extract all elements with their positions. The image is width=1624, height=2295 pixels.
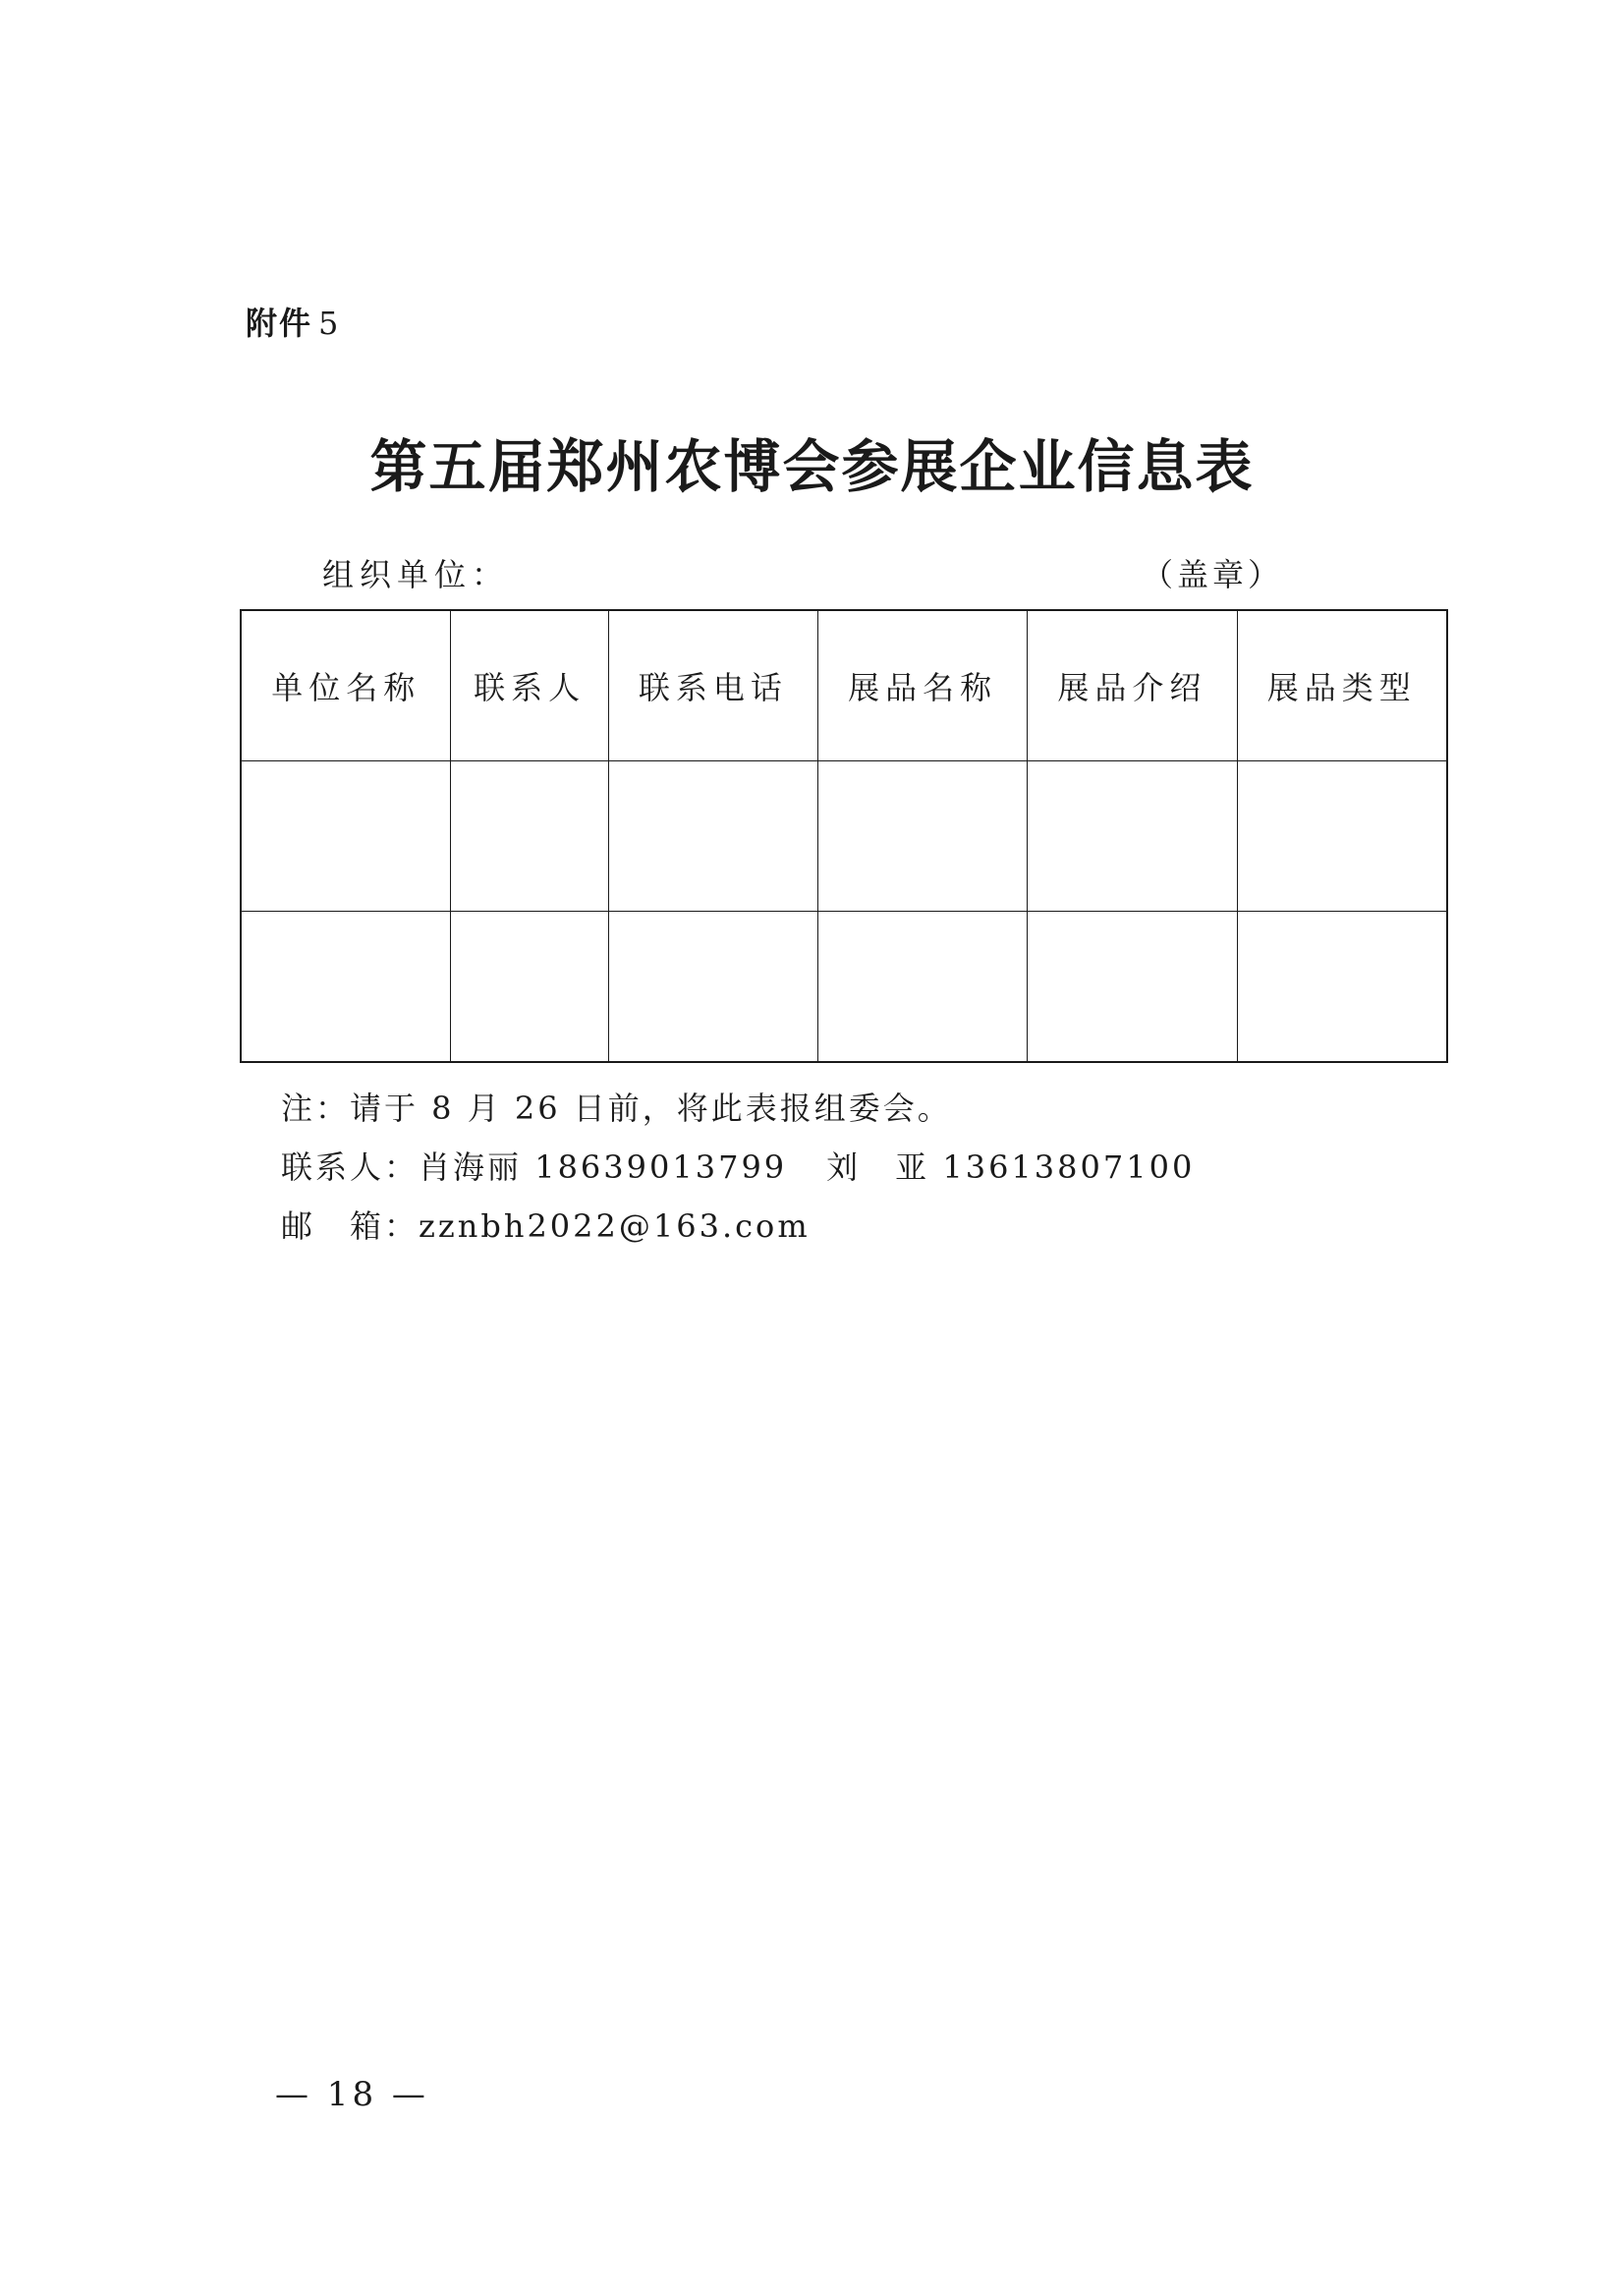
notes-block bbox=[281, 1079, 1195, 1256]
table-row bbox=[241, 761, 1447, 912]
table-cell[interactable] bbox=[1028, 912, 1237, 1063]
contact-label: 联系人： bbox=[281, 1148, 420, 1186]
table-cell[interactable] bbox=[818, 761, 1028, 912]
header-product-type: 展品类型 bbox=[1237, 610, 1447, 761]
table-cell[interactable] bbox=[1237, 761, 1447, 912]
org-label: 组织单位： bbox=[322, 556, 510, 593]
table-cell[interactable] bbox=[241, 761, 451, 912]
contact2-phone: 13613807100 bbox=[942, 1148, 1196, 1186]
header-product-name: 展品名称 bbox=[818, 610, 1028, 761]
table-cell[interactable] bbox=[1237, 912, 1447, 1063]
table-cell[interactable] bbox=[241, 912, 451, 1063]
table-row bbox=[241, 912, 1447, 1063]
attachment-number: 5 bbox=[318, 305, 341, 342]
contact1-name: 肖海丽 bbox=[419, 1148, 523, 1186]
table-cell[interactable] bbox=[1028, 761, 1237, 912]
table-cell[interactable] bbox=[818, 912, 1028, 1063]
header-contact: 联系人 bbox=[451, 610, 608, 761]
table-cell[interactable] bbox=[608, 761, 817, 912]
contact2-name: 刘 亚 bbox=[826, 1148, 930, 1186]
email-address[interactable]: zznbh2022@163.com bbox=[419, 1207, 811, 1245]
page-number: — 18 — bbox=[275, 2075, 429, 2114]
table-cell[interactable] bbox=[451, 912, 608, 1063]
header-product-intro: 展品介绍 bbox=[1028, 610, 1237, 761]
table-cell[interactable] bbox=[451, 761, 608, 912]
email-line bbox=[281, 1197, 1195, 1256]
table-header-row bbox=[241, 610, 1447, 761]
header-unit-name: 单位名称 bbox=[241, 610, 451, 761]
attachment-text: 附件 bbox=[246, 305, 313, 342]
info-table bbox=[240, 609, 1448, 1063]
page-title: 第五届郑州农博会参展企业信息表 bbox=[369, 433, 1255, 500]
deadline-note: 注：请于 8 月 26 日前，将此表报组委会。 bbox=[281, 1090, 952, 1127]
seal-label: （盖章） bbox=[1142, 556, 1284, 593]
table-cell[interactable] bbox=[608, 912, 817, 1063]
header-phone: 联系电话 bbox=[608, 610, 817, 761]
contact-line bbox=[281, 1138, 1195, 1197]
attachment-label bbox=[246, 299, 340, 344]
contact1-phone: 18639013799 bbox=[534, 1148, 788, 1186]
email-label: 邮 箱： bbox=[281, 1207, 420, 1245]
